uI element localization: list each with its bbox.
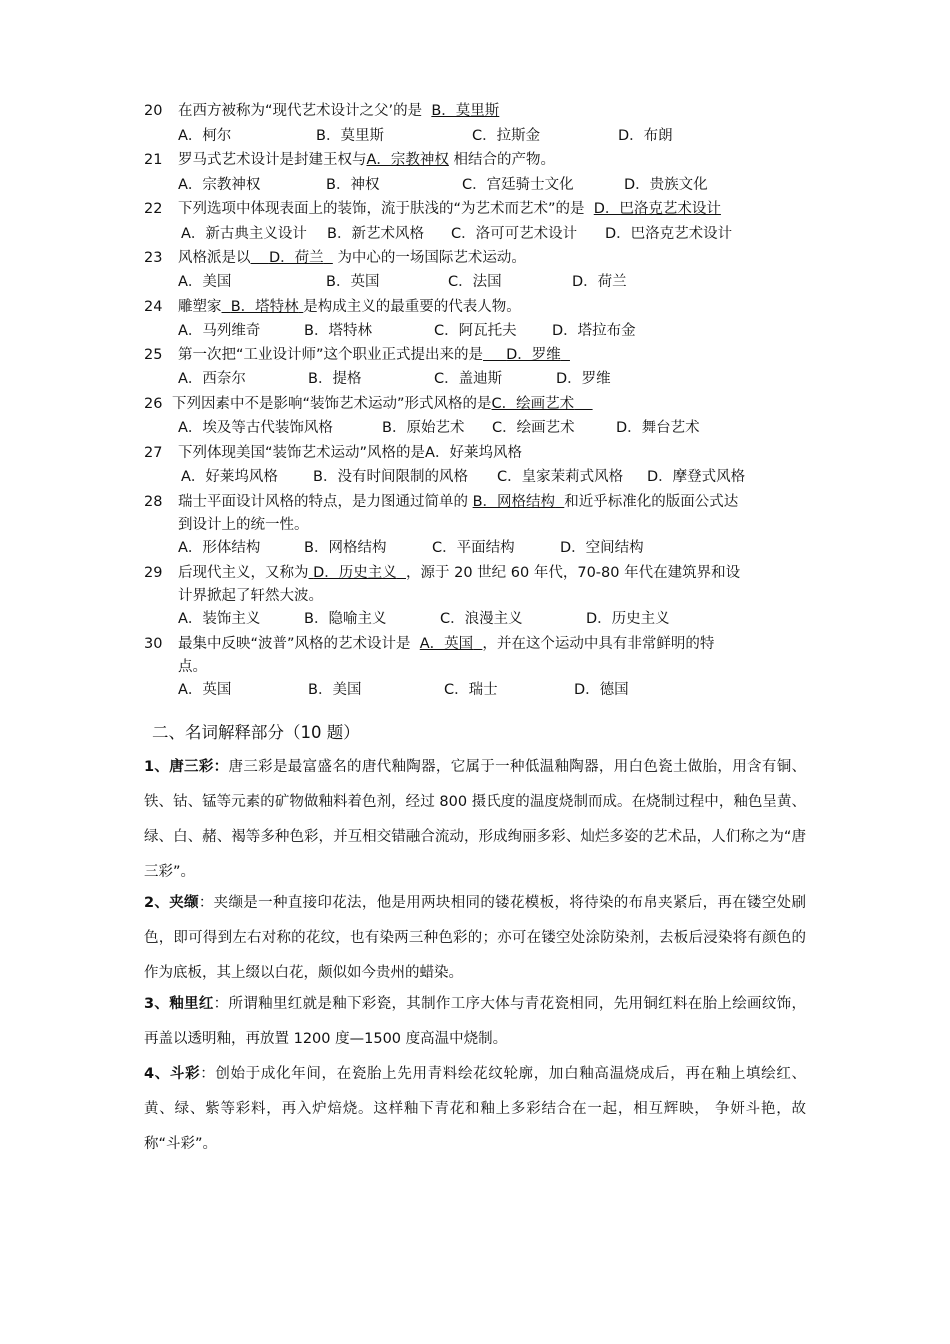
- question-text: 下列选项中体现表面上的装饰，流于肤浅的“为艺术而艺术”的是: [178, 201, 585, 217]
- option-d: D．巴洛克艺术设计: [605, 226, 733, 242]
- options-23: [178, 272, 627, 292]
- question-text: 罗马式艺术设计是封建王权与: [178, 152, 367, 168]
- option-a: A．新古典主义设计: [181, 226, 307, 242]
- question-22: 22 下列选项中体现表面上的装饰，流于肤浅的“为艺术而艺术”的是 D．巴洛克艺术设计: [144, 201, 721, 217]
- definition-term: 4、斗彩: [144, 1066, 201, 1082]
- definition-text: 唐三彩是最富盛名的唐代釉陶器，它属于一种低温釉陶器，用白色瓷土做胎，用含有铜、铁、钴、锰等元素的矿物做釉料着色剂，经过 800 摄氏度的温度烧制而成。在烧制过程中，釉色呈黄、绿、白、赭、褐等多种色彩，并互相交错融合流动，形成绚丽多彩、灿烂多姿的艺术品，人们称之为“唐三彩”。: [144, 759, 807, 880]
- option-d: D．历史主义: [586, 611, 670, 627]
- question-text-end: ，并在这个运动中具有非常鲜明的特: [482, 636, 715, 652]
- question-text: 第一次把“工业设计师”这个职业正式提出来的是: [178, 347, 484, 363]
- question-text-end: 相结合的产物。: [453, 152, 556, 168]
- option-d: D．布朗: [618, 128, 673, 144]
- option-d: D．舞台艺术: [616, 420, 700, 436]
- answer-blank: D．历史主义: [313, 565, 397, 581]
- question-text-end: 和近乎标准化的版面公式达: [564, 494, 739, 510]
- definition-term: 2、夹缬: [144, 895, 199, 911]
- question-30: 30 最集中反映“波普”风格的艺术设计是 A．英国 ，并在这个运动中具有非常鲜明的特: [144, 636, 715, 652]
- option-c: C．阿瓦托夫: [434, 323, 517, 339]
- question-text-end: 是构成主义的最重要的代表人物。: [303, 299, 521, 315]
- option-c: C．绘画艺术: [492, 420, 575, 436]
- options-25: [178, 369, 611, 389]
- option-b: B．美国: [308, 682, 362, 698]
- option-c: C．拉斯金: [472, 128, 541, 144]
- question-text-end: ，源于 20 世纪 60 年代，70-80 年代在建筑界和设: [406, 565, 741, 581]
- option-d: D．摩登式风格: [647, 469, 746, 485]
- question-28-line2: 到设计上的统一性。: [178, 517, 309, 533]
- option-d: D．塔拉布金: [552, 323, 636, 339]
- answer-blank: A．宗教神权: [366, 152, 449, 168]
- answer-blank: A．英国: [419, 636, 474, 652]
- question-text: 下列体现美国“装饰艺术运动”风格的是: [178, 445, 426, 461]
- question-text: 下列因素中不是影响“装饰艺术运动”形式风格的是: [172, 396, 492, 412]
- option-a: A．宗教神权: [178, 177, 261, 193]
- question-20: 20 在西方被称为“现代艺术设计之父’的是 B．莫里斯: [144, 103, 500, 119]
- question-30-line2: 点。: [178, 659, 207, 675]
- answer-blank: B．莫里斯: [431, 103, 500, 119]
- option-b: B．网格结构: [304, 540, 387, 556]
- option-a: A．西奈尔: [178, 371, 246, 387]
- option-b: B．莫里斯: [316, 128, 384, 144]
- question-23: 23 风格派是以 D．荷兰 为中心的一场国际艺术运动。: [144, 250, 526, 266]
- option-a: A．好莱坞风格: [181, 469, 278, 485]
- definition-text: ：夹缬是一种直接印花法，他是用两块相同的镂花模板，将待染的布帛夹紧后，再在镂空处刷色，即可得到左右对称的花纹，也有染两三种色彩的；亦可在镂空处涂防染剂，去板后浸染将有颜色的作为底板，其上缀以白花，颇似如今贵州的蜡染。: [144, 895, 806, 981]
- option-d: D．德国: [574, 682, 629, 698]
- definition-text: ：所谓釉里红就是釉下彩瓷，其制作工序大体与青花瓷相同，先用铜红料在胎上绘画纹饰，再盖以透明釉，再放置 1200 度—1500 度高温中烧制。: [144, 996, 806, 1047]
- options-22: [181, 224, 732, 244]
- question-text: 瑞士平面设计风格的特点，是力图通过简单的: [178, 494, 468, 510]
- answer-blank: D．巴洛克艺术设计: [593, 201, 721, 217]
- options-21: [178, 175, 708, 195]
- options-29: [178, 609, 670, 629]
- question-28: 28 瑞士平面设计风格的特点，是力图通过简单的 B．网格结构 和近乎标准化的版面公式达: [144, 494, 739, 510]
- option-d: D．空间结构: [560, 540, 644, 556]
- answer-text: A．好莱坞风格: [425, 445, 522, 461]
- question-text: 雕塑家: [178, 299, 222, 315]
- question-text: 风格派是以: [178, 250, 251, 266]
- option-a: A．装饰主义: [178, 611, 261, 627]
- option-c: C．浪漫主义: [440, 611, 523, 627]
- option-a: A．埃及等古代装饰风格: [178, 420, 333, 436]
- option-c: C．宫廷骑士文化: [462, 177, 574, 193]
- options-27: [181, 467, 745, 487]
- answer-blank: B．网格结构: [472, 494, 556, 510]
- option-a: A．形体结构: [178, 540, 261, 556]
- options-20: [178, 126, 673, 146]
- option-a: A．马列维奇: [178, 323, 261, 339]
- option-b: B．没有时间限制的风格: [313, 469, 468, 485]
- options-30: [178, 680, 629, 700]
- question-24: 24 雕塑家 B．塔特林 是构成主义的最重要的代表人物。: [144, 299, 521, 315]
- option-c: C．法国: [448, 274, 502, 290]
- option-b: B．隐喻主义: [304, 611, 387, 627]
- option-b: B．塔特林: [304, 323, 372, 339]
- definition-text: ：创始于成化年间，在瓷胎上先用青料绘花纹轮廓，加白釉高温烧成后，再在釉上填绘红、黄、绿、紫等彩料，再入炉焙烧。这样釉下青花和釉上多彩结合在一起，相互辉映， 争妍斗艳，故称“斗彩”。: [144, 1066, 806, 1152]
- option-c: C．平面结构: [432, 540, 515, 556]
- definition-1: [144, 750, 806, 890]
- answer-blank: D．荷兰: [268, 250, 324, 266]
- option-b: B．提格: [308, 371, 362, 387]
- answer-blank: D．罗维: [506, 347, 561, 363]
- option-d: D．荷兰: [572, 274, 627, 290]
- option-a: A．柯尔: [178, 128, 232, 144]
- option-c: C．瑞士: [444, 682, 498, 698]
- option-b: B．原始艺术: [382, 420, 465, 436]
- question-26: 26 下列因素中不是影响“装饰艺术运动”形式风格的是C．绘画艺术: [144, 396, 575, 412]
- options-26: [178, 418, 700, 438]
- option-a: A．英国: [178, 682, 232, 698]
- option-c: C．盖迪斯: [434, 371, 503, 387]
- question-text: 在西方被称为“现代艺术设计之父’的是: [178, 103, 423, 119]
- definition-3: [144, 987, 806, 1057]
- question-text: 后现代主义，又称为: [178, 565, 309, 581]
- options-24: [178, 321, 636, 341]
- option-d: D．罗维: [556, 371, 611, 387]
- answer-blank: B．塔特林: [230, 299, 299, 315]
- option-d: D．贵族文化: [624, 177, 708, 193]
- definition-2: [144, 886, 806, 991]
- question-text: 最集中反映“波普”风格的艺术设计是: [178, 636, 411, 652]
- option-c: C．皇家茉莉式风格: [497, 469, 624, 485]
- definition-4: [144, 1057, 806, 1162]
- question-29-line2: 计界掀起了轩然大波。: [178, 588, 323, 604]
- question-21: 21 罗马式艺术设计是封建王权与A．宗教神权 相结合的产物。: [144, 152, 556, 168]
- definition-term: 1、唐三彩：: [144, 759, 229, 775]
- options-28: [178, 538, 644, 558]
- option-a: A．美国: [178, 274, 232, 290]
- question-29: 29 后现代主义，又称为 D．历史主义 ，源于 20 世纪 60 年代，70-80 年代在建筑界和设: [144, 565, 741, 581]
- option-c: C．洛可可艺术设计: [451, 226, 578, 242]
- definition-term: 3、釉里红: [144, 996, 214, 1012]
- question-25: 25 第一次把“工业设计师”这个职业正式提出来的是 D．罗维: [144, 347, 561, 363]
- answer-blank: C．绘画艺术: [491, 396, 575, 412]
- option-b: B．新艺术风格: [327, 226, 424, 242]
- option-b: B．英国: [326, 274, 380, 290]
- question-text-end: 为中心的一场国际艺术运动。: [337, 250, 526, 266]
- section-title: 二、名词解释部分（10 题）: [152, 723, 360, 742]
- question-27: 27 下列体现美国“装饰艺术运动”风格的是A．好莱坞风格: [144, 445, 522, 461]
- option-b: B．神权: [326, 177, 380, 193]
